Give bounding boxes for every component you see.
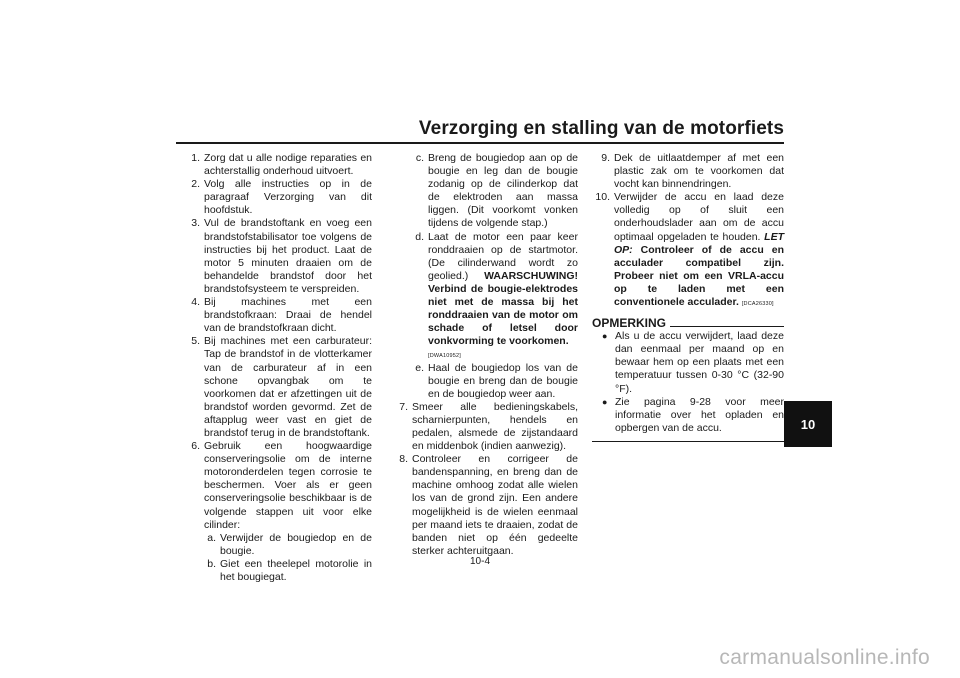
column-1 — [182, 152, 372, 584]
note-end-rule — [592, 441, 784, 442]
sub-list-item: a. Verwijder de bougiedop en de bougie. — [207, 531, 372, 557]
header-rule — [176, 142, 784, 144]
list-item: 2. Volg alle instructies op in de paragraaf Verzorging van dit hoofdstuk. — [191, 178, 372, 217]
page-title: Verzorging en stalling van de motorfiets — [418, 118, 784, 139]
caution-code: [DCA26330] — [741, 301, 774, 308]
list-item: 10. Verwijder de accu en laad deze volledig op of sluit een onderhoudslader aan om de accu optimaal opgeladen te houden. LET OP: Controleer of de accu en acculader compatibel zijn. Probeer niet om een VRLA-accu op te laden met een conventionele acculader. [DCA26330] — [595, 191, 785, 309]
list-item: 9. Dek de uitlaatdemper af met een plastic zak om te voorkomen dat vocht kan binnendringen. — [601, 152, 784, 191]
caution-text: Controleer of de accu en acculader compatibel zijn. Probeer niet om een VRLA-accu op te laden met een conventionele acculader. — [614, 243, 785, 309]
note-bullet: ● Als u de accu verwijdert, laad deze dan eenmaal per maand op en bewaar hem op een plaats met een temperatuur tussen 0-30 °C (32-90 °F). — [602, 330, 784, 395]
list-item: 1. Zorg dat u alle nodige reparaties en achterstallig onderhoud uitvoert. — [191, 152, 372, 178]
list-item: 5. Bij machines met een carburateur: Tap de brandstof in de vlotterkamer van de carburateur af in een schone opvangbak om te voorkomen dat er afzettingen uit de brandstof worden gevormd. Zet de aftapplug weer vast en giet de brandstof terug in de brandstoftank. — [191, 335, 372, 439]
note-bullet: ● Zie pagina 9-28 voor meer informatie over het opladen en opbergen van de accu. — [602, 395, 784, 434]
note-heading-rule — [670, 326, 784, 327]
bullet-icon: ● — [602, 396, 608, 407]
list-item: 3. Vul de brandstoftank en voeg een brandstofstabilisator toe volgens de instructies bij het product. Laat de motor 5 minuten draaien om de behandelde brandstof door het brandstofsysteem te verspreiden. — [191, 217, 372, 295]
list-item: 4. Bij machines met een brandstofkraan: Draai de hendel van de brandstofkraan dicht. — [191, 296, 372, 335]
chapter-tab: 10 — [784, 401, 832, 447]
list-item: 6. Gebruik een hoogwaardige conserveringsolie om de interne motoronderdelen tegen corrosie te beschermen. Voer als er geen conserveringsolie beschikbaar is de volgende stappen uit voor elke cilinder: — [191, 440, 372, 531]
note-heading: OPMERKING — [592, 317, 784, 330]
sub-list-item: c. Breng de bougiedop aan op de bougie en leg dan de bougie zodanig op de cilinderkop dat de elektroden aan massa liggen. (Dit voorkomt vonken tijdens de volgende stap.) — [415, 152, 578, 230]
sub-list-item: b. Giet een theelepel motorolie in het bougiegat. — [207, 557, 372, 583]
warning-text: WAARSCHUWING! Verbind de bougie-elektrodes niet met de massa bij het ronddraaien van de motor om schade of letsel door vonkvorming te voorkomen. — [428, 269, 578, 348]
bullet-icon: ● — [602, 331, 608, 342]
warning-code: [DWA10952] — [428, 353, 461, 360]
sub-list-item: d. Laat de motor een paar keer ronddraaien op de startmotor. (De cilinderwand wordt zo geolied.) WAARSCHUWING! Verbind de bougie-elektrodes niet met de massa bij het ronddraaien van de motor om schade of letsel door vonkvorming te voorkomen. [DWA10952] — [415, 230, 578, 360]
list-item: 8. Controleer en corrigeer de bandenspanning, en breng dan de machine omhoog zodat alle wielen los van de grond zijn. Een andere mogelijkheid is de wielen eenmaal per maand iets te draaien, zodat de banden niet op één gedeelte sterker achteruitgaan. — [399, 453, 578, 557]
list-item: 7. Smeer alle bedieningskabels, scharnierpunten, hendels en pedalen, alsmede de zijstandaard en middenbok (indien aanwezig). — [399, 400, 578, 453]
column-3 — [592, 152, 784, 442]
watermark: carmanualsonline.info — [719, 646, 930, 669]
page-number: 10-4 — [469, 556, 490, 567]
sub-list-item: e. Haal de bougiedop los van de bougie en breng dan de bougie en de bougiedop weer aan. — [415, 361, 578, 400]
column-2 — [390, 152, 578, 558]
caution-label: LET OP: — [614, 230, 785, 256]
